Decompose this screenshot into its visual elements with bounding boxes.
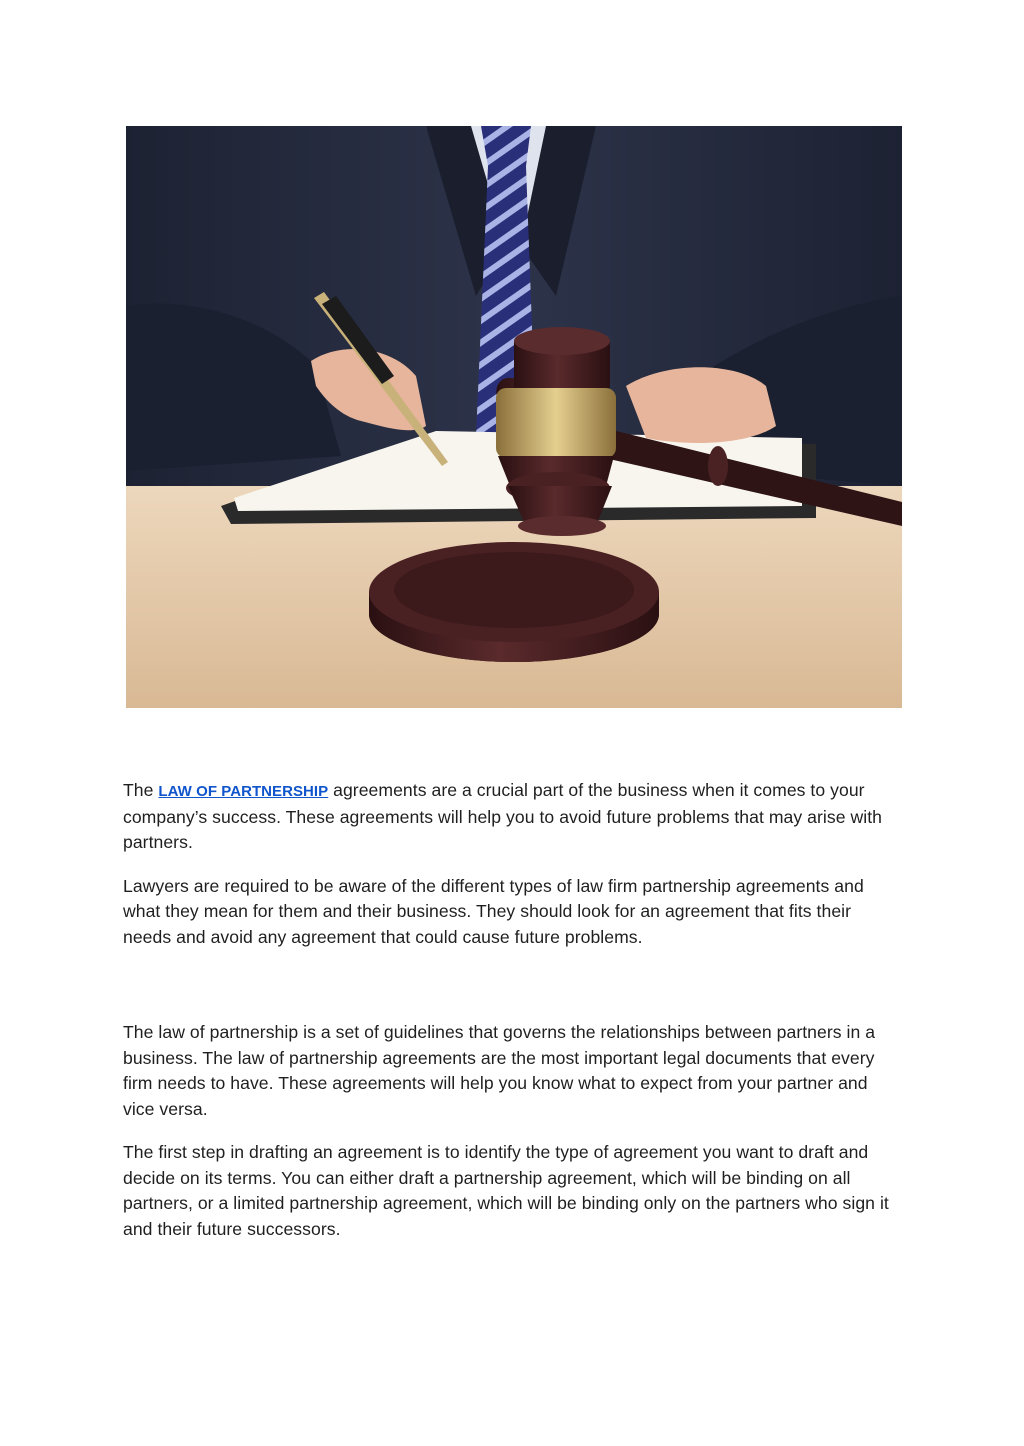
article-body — [123, 778, 903, 1260]
spacer — [123, 968, 903, 1020]
paragraph-definition: The law of partnership is a set of guidelines that governs the relationships between partners in a business. The law of partnership agreements are the most important legal documents that every firm needs to have. These agreements will help you know what to expect from your partner and vice versa. — [123, 1022, 876, 1119]
paragraph-drafting: The first step in drafting an agreement is to identify the type of agreement you want to draft and decide on its terms. You can either draft a partnership agreement, which will be binding on all partners, or a limited partnership agreement, which will be binding only on the partners who sign it and their future successors. — [123, 1142, 889, 1239]
hero-photo — [126, 126, 902, 708]
paragraph-lawyers: Lawyers are required to be aware of the different types of law firm partnership agreements and what they mean for them and their business. They should look for an agreement that fits their needs and avoid any agreement that could cause future problems. — [123, 875, 864, 947]
paragraph-intro-rest: agreements are a crucial part of the business when it comes to your company’s success. These agreements will help you to avoid future problems that may arise with partners. — [123, 780, 882, 852]
paragraph-intro — [123, 778, 903, 856]
law-of-partnership-link[interactable]: LAW OF PARTNERSHIP — [158, 783, 329, 800]
gavel-lawyer-illustration — [126, 126, 902, 708]
paragraph-intro-lead: The — [123, 780, 159, 800]
